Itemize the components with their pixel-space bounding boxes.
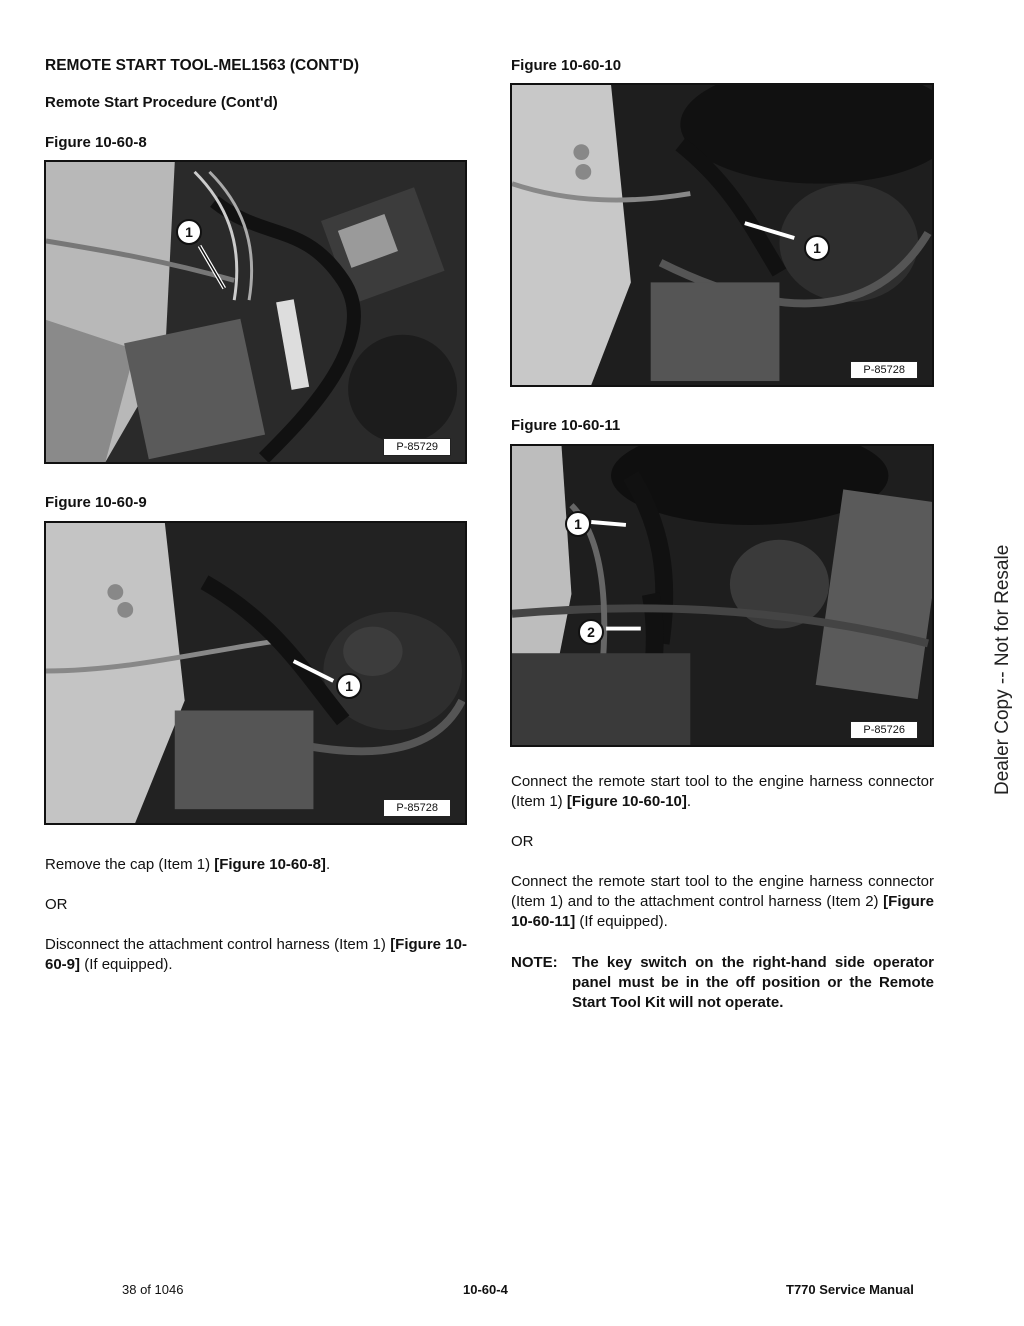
figure-photo-10-60-8: [44, 160, 467, 464]
or-separator: OR: [511, 833, 534, 850]
instruction-remove-cap: Remove the cap (Item 1) [Figure 10-60-8].: [45, 856, 331, 873]
note-label: NOTE:: [511, 954, 558, 971]
callout-2: 2: [578, 619, 604, 645]
photo-number: P-85726: [850, 721, 918, 739]
callout-1: 1: [176, 219, 202, 245]
callout-1: 1: [336, 673, 362, 699]
footer-page-count: 38 of 1046: [122, 1282, 184, 1297]
engine-photo-graphic: [46, 523, 465, 823]
note-text: The key switch on the right-hand side operator panel must be in the off position or the Remote Start Tool Kit will not operate.: [572, 954, 934, 1011]
callout-1: 1: [565, 511, 591, 537]
figure-reference: [Figure 10-60-8]: [214, 856, 326, 873]
footer-manual-title: T770 Service Manual: [786, 1282, 914, 1297]
figure-photo-10-60-9: [44, 521, 467, 825]
photo-number: P-85728: [850, 361, 918, 379]
section-subtitle: Remote Start Procedure (Cont'd): [45, 94, 278, 111]
figure-photo-10-60-10: [510, 83, 934, 387]
footer-section: 10-60-4: [463, 1282, 508, 1297]
figure-photo-10-60-11: [510, 444, 934, 747]
instruction-connect-tool-and-harness: Connect the remote start tool to the engine harness connector (Item 1) and to the attachment control harness (Item 2) [Figure 10-60-11] (If equipped).: [511, 873, 934, 930]
or-separator: OR: [45, 896, 68, 913]
instruction-disconnect-harness: Disconnect the attachment control harness (Item 1) [Figure 10-60-9] (If equipped).: [45, 936, 467, 973]
figure-title-10-60-10: Figure 10-60-10: [511, 57, 622, 74]
photo-number: P-85729: [383, 438, 451, 456]
figure-title-10-60-8: Figure 10-60-8: [45, 134, 147, 151]
engine-photo-graphic: [46, 162, 465, 462]
figure-title-10-60-9: Figure 10-60-9: [45, 494, 147, 511]
section-title: REMOTE START TOOL-MEL1563 (CONT'D): [45, 57, 359, 74]
note-block: [511, 953, 934, 1013]
figure-reference: [Figure 10-60-9]: [45, 936, 467, 973]
instruction-connect-tool: Connect the remote start tool to the engine harness connector (Item 1) [Figure 10-60-10].: [511, 773, 934, 810]
engine-photo-graphic: [512, 446, 932, 745]
photo-number: P-85728: [383, 799, 451, 817]
callout-1: 1: [804, 235, 830, 261]
engine-photo-graphic: [512, 85, 932, 385]
side-label: Dealer Copy -- Not for Resale: [992, 544, 1013, 795]
figure-reference: [Figure 10-60-11]: [511, 893, 934, 930]
figure-title-10-60-11: Figure 10-60-11: [511, 417, 621, 434]
figure-reference: [Figure 10-60-10]: [566, 793, 687, 810]
